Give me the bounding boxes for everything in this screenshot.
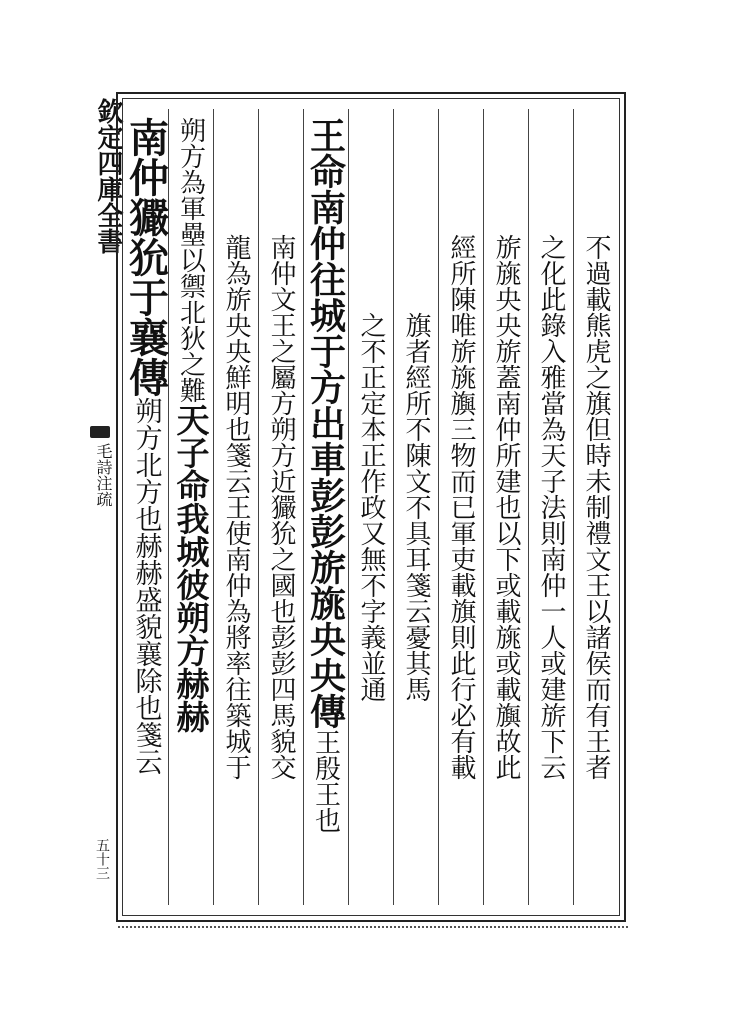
column-rule (393, 109, 394, 905)
commentary-text: 朔方為軍壘以禦北狄之難 (175, 117, 206, 403)
text-column-1: 不過載熊虎之旗但時未制禮文王以諸侯而有王者 (581, 234, 611, 780)
text-frame-inner (122, 98, 620, 916)
main-text: 天子命我城彼朔方赫赫 (171, 403, 211, 733)
text-frame (116, 92, 626, 922)
text-column-11 (122, 117, 170, 897)
column-rule (438, 109, 439, 905)
page-margin (88, 88, 123, 940)
fish-tail-mark-icon (90, 426, 110, 438)
main-text: 王命南仲往城于方出車彭彭旂旐央央傳 (304, 117, 347, 729)
text-column-2: 之化此錄入雅當為天子法則南仲一人或建旂下云 (536, 234, 566, 780)
text-column-4: 經所陳唯旂旐旟三物而已軍吏載旗則此行必有載 (446, 234, 476, 780)
page-bottom-edge (118, 926, 628, 932)
main-text: 南仲玁狁于襄傳 (122, 117, 170, 397)
commentary-text: 朔方北方也赫赫盛貌襄除也箋云 (130, 397, 162, 775)
column-rule (573, 109, 574, 905)
text-column-3: 旂旐央央旂蓋南仲所建也以下或載旐或載旟故此 (491, 234, 521, 780)
text-column-6: 之不正定本正作政又無不字義並通 (356, 312, 386, 702)
text-column-8: 南仲文王之屬方朔方近玁狁之國也彭彭四馬貌交 (266, 234, 296, 780)
text-column-5: 旗者經所不陳文不具耳箋云憂其馬 (401, 312, 431, 702)
text-column-9: 龍為旂央央鮮明也箋云王使南仲為將率往築城于 (221, 234, 251, 780)
text-column-10 (172, 117, 210, 897)
commentary-text: 王殷王也 (310, 729, 341, 833)
page-number: 五十三 (94, 838, 110, 880)
document-page (88, 88, 654, 940)
column-rule (528, 109, 529, 905)
text-column-7 (305, 117, 347, 897)
book-subtitle: 毛詩注疏 (94, 443, 113, 507)
book-title: 欽定四庫全書 (93, 98, 123, 254)
column-rule (258, 109, 259, 905)
column-rule (483, 109, 484, 905)
